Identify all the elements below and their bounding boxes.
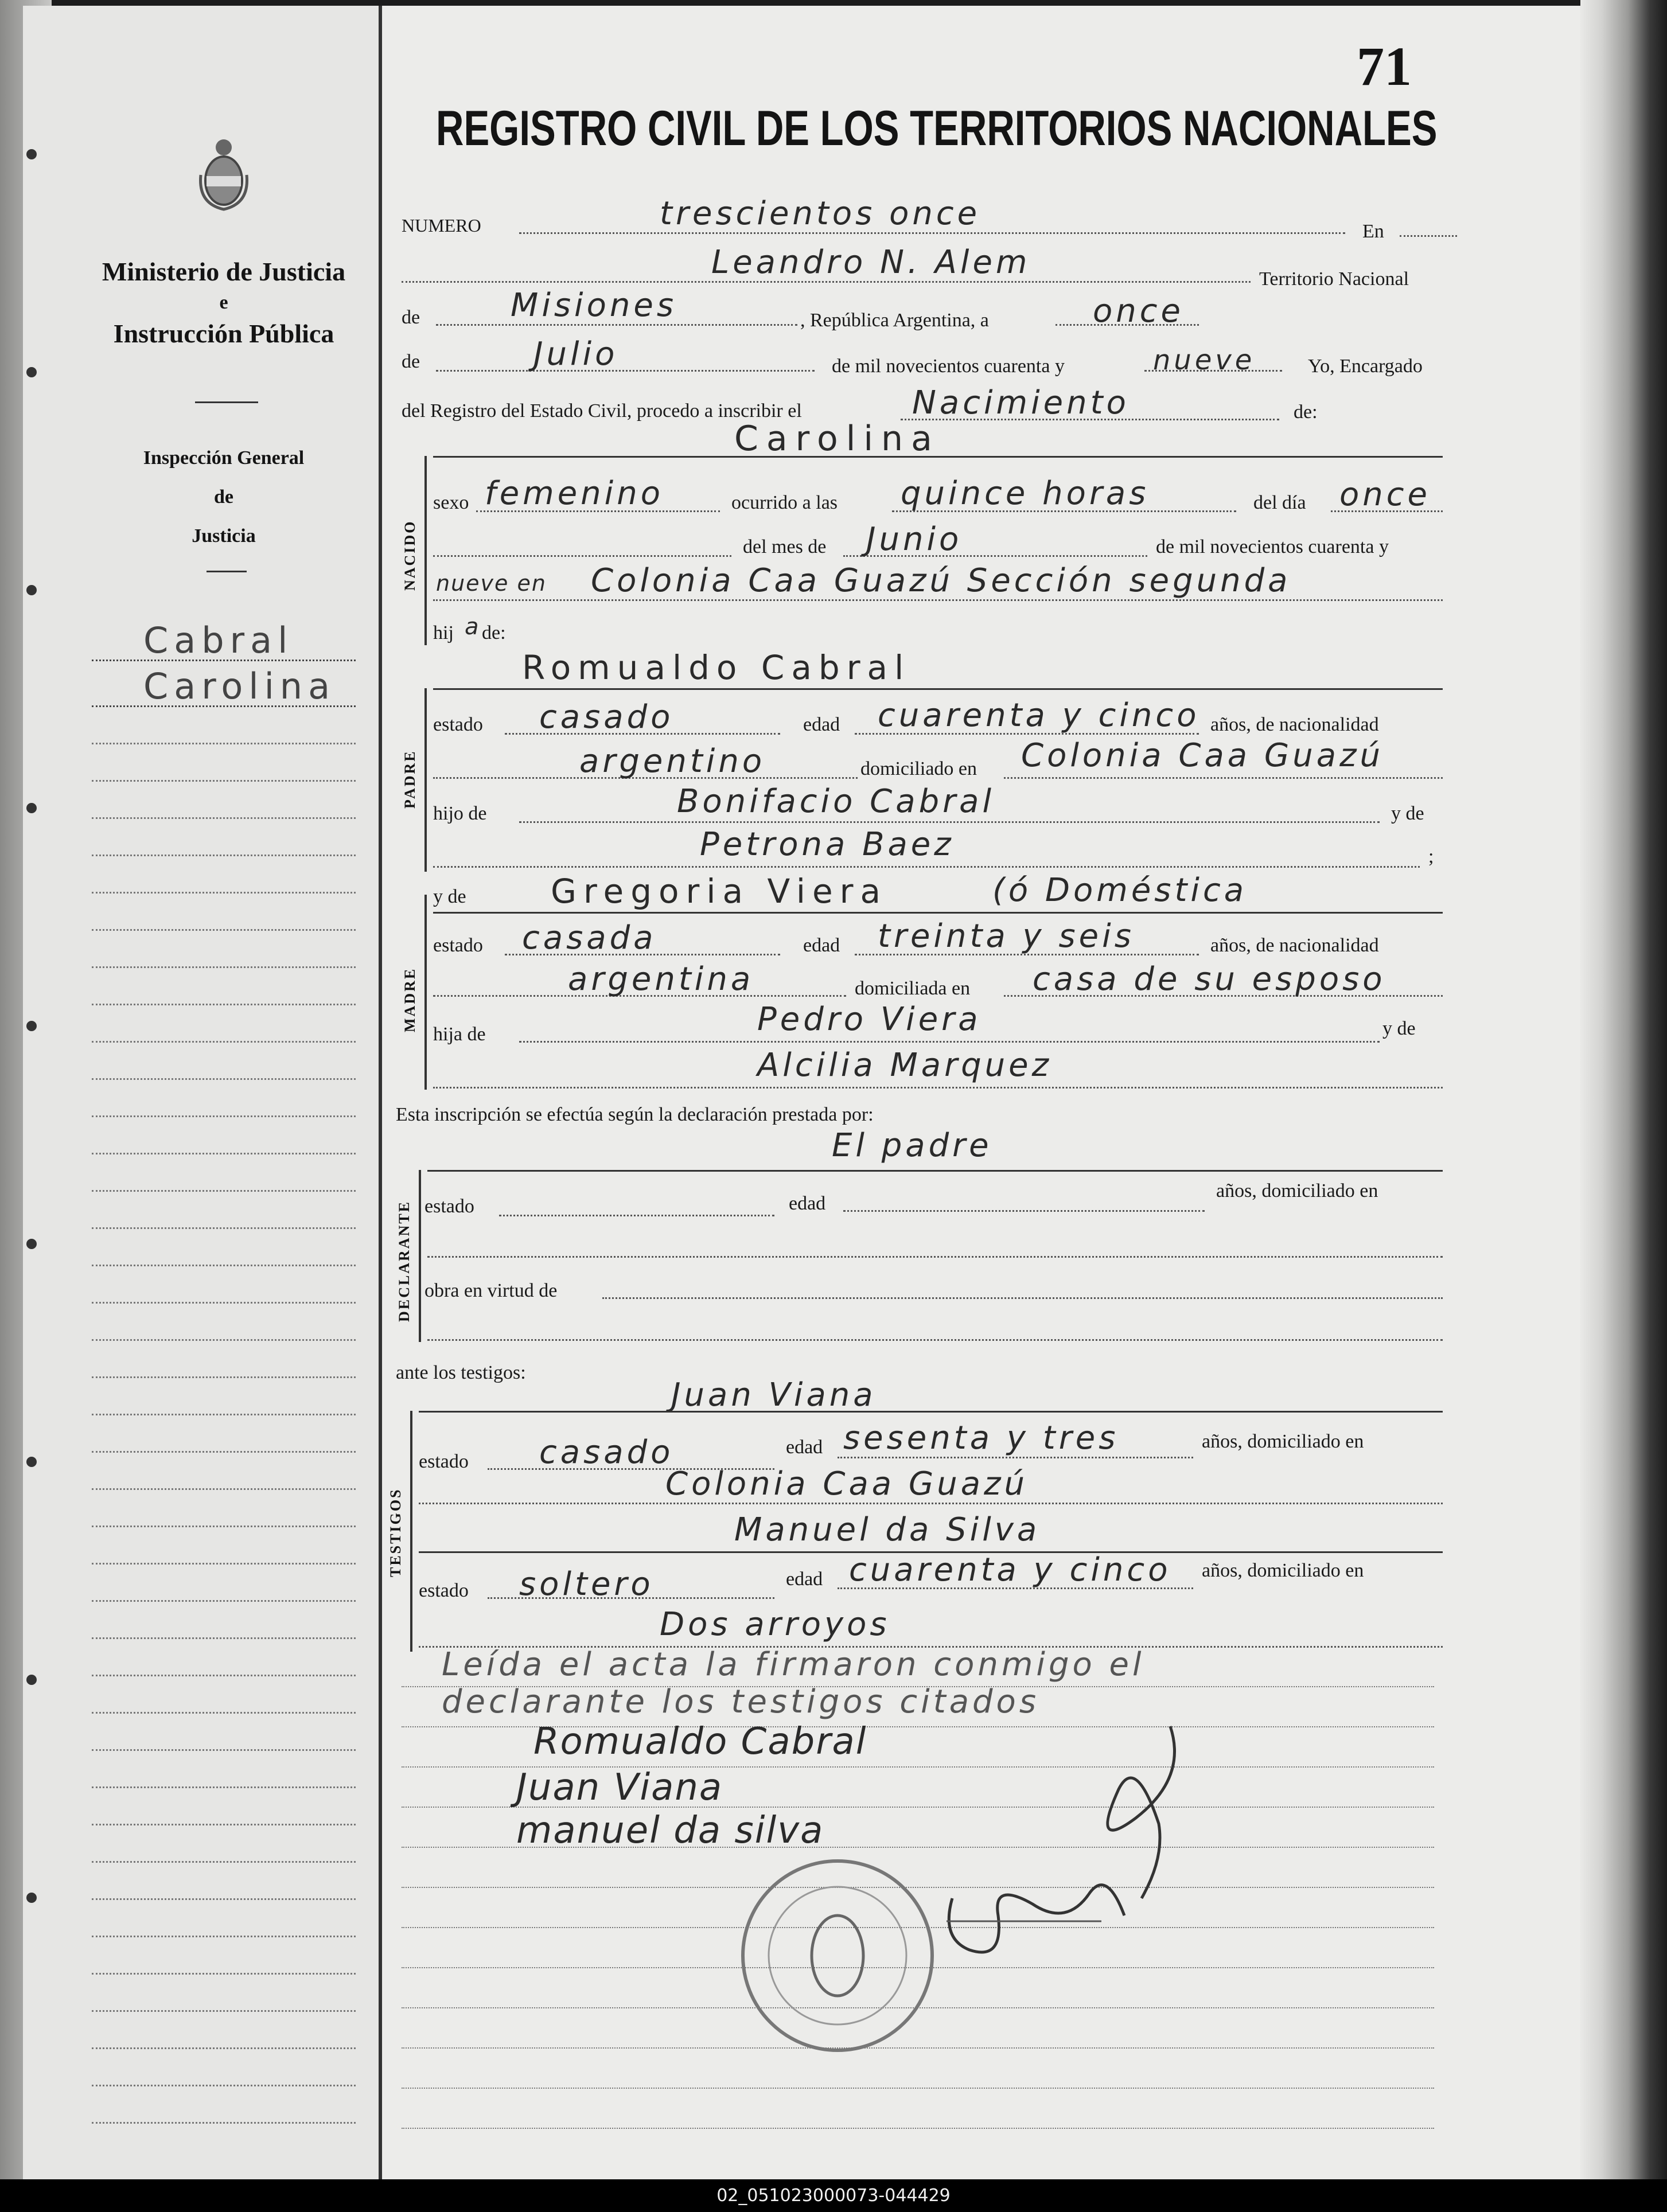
registro-label: del Registro del Estado Civil, procedo a inscribir el <box>402 400 802 422</box>
padre-section-label: PADRE <box>402 750 418 809</box>
section-bracket <box>419 1170 421 1342</box>
anos-nac-label: años, de nacionalidad <box>1210 714 1379 735</box>
declaracion-label: Esta inscripción se efectúa según la declaración prestada por: <box>396 1104 874 1125</box>
entry-dia-nac: once <box>1339 476 1431 513</box>
coat-of-arms-icon <box>198 135 250 212</box>
book-edge <box>1580 0 1667 2212</box>
entry-madre-ocupacion: (ó Doméstica <box>992 872 1248 909</box>
dotted-line <box>427 1256 1443 1258</box>
dotted-line <box>519 1041 1380 1043</box>
y-de-label-2: y de <box>1382 1018 1416 1039</box>
estado-label-t1: estado <box>419 1451 469 1472</box>
entry-hora: quince horas <box>901 475 1150 512</box>
mil-label: de mil novecientos cuarenta y <box>832 356 1065 377</box>
page-title: REGISTRO CIVIL DE LOS TERRITORIOS NACIONALES <box>436 101 1438 156</box>
entry-anio: nueve <box>1153 344 1256 376</box>
dotted-line <box>402 281 1251 283</box>
entry-acto: Nacimiento <box>912 384 1129 422</box>
domiciliada-label: domiciliada en <box>855 978 971 999</box>
declarante-section-label: DECLARANTE <box>396 1200 412 1322</box>
section-bracket <box>410 1411 412 1652</box>
y-de-label: y de <box>1391 803 1424 824</box>
anos-nac-label-madre: años, de nacionalidad <box>1210 935 1379 956</box>
dotted-line <box>519 821 1380 823</box>
mil2-label: de mil novecientos cuarenta y <box>1156 536 1389 557</box>
entry-madre-padre: Pedro Viera <box>757 1001 981 1038</box>
domiciliado-en-label: domiciliado en <box>860 758 977 779</box>
en-label: En <box>1362 221 1384 242</box>
dotted-line <box>436 324 797 326</box>
entry-declarante: El padre <box>832 1127 992 1164</box>
y-de-madre-label: y de <box>433 886 466 907</box>
entry-nombre: Carolina <box>734 419 940 459</box>
entry-madre-edad: treinta y seis <box>878 918 1135 955</box>
entry-anio-nac: nueve en <box>436 571 547 596</box>
divider <box>207 571 247 572</box>
entry-testigo1-edad: sesenta y tres <box>843 1419 1119 1457</box>
hijo-de-padre-label: hijo de <box>433 803 487 824</box>
closing-line2: declarante los testigos citados <box>442 1683 1039 1721</box>
dotted-line <box>1004 777 1443 779</box>
dotted-line <box>433 555 731 557</box>
closing-line1: Leída el acta la firmaron conmigo el <box>442 1646 1145 1683</box>
estado-label-madre: estado <box>433 935 483 956</box>
margin-given-name: Carolina <box>143 665 336 707</box>
republica-label: , República Argentina, a <box>800 310 989 331</box>
ministry-line3: Instrucción Pública <box>113 319 334 348</box>
dotted-line <box>499 1215 774 1216</box>
dotted-line <box>436 370 815 372</box>
entry-hijo-sufijo: a <box>465 614 479 640</box>
entry-testigo1-nombre: Juan Viana <box>671 1376 877 1414</box>
entry-lugar-nac: Colonia Caa Guazú Sección segunda <box>591 562 1291 599</box>
section-rule <box>433 688 1443 690</box>
inspection-line1: Inspección General <box>143 447 305 469</box>
entry-padre-edad: cuarenta y cinco <box>878 697 1200 734</box>
ocurrido-label: ocurrido a las <box>731 492 838 513</box>
anos-dom-label: años, domiciliado en <box>1216 1180 1378 1201</box>
entry-testigo1-estado: casado <box>539 1434 674 1471</box>
section-rule <box>427 1170 1443 1172</box>
del-dia-label: del día <box>1253 492 1306 513</box>
entry-testigo2-domicilio: Dos arroyos <box>660 1606 890 1643</box>
dotted-line <box>433 866 1420 868</box>
dotted-line <box>843 1210 1205 1212</box>
entry-padre-estado: casado <box>539 699 674 736</box>
de-label: de <box>402 307 420 328</box>
dotted-line <box>1400 235 1457 237</box>
hijo-de-label: de: <box>482 622 506 643</box>
de-colon-label: de: <box>1294 401 1318 423</box>
dotted-line <box>433 1087 1443 1089</box>
dotted-line <box>427 1339 1443 1341</box>
entry-testigo2-estado: soltero <box>519 1566 654 1603</box>
entry-padre-domicilio: Colonia Caa Guazú <box>1021 737 1384 774</box>
entry-padre-padre: Bonifacio Cabral <box>677 783 995 820</box>
entry-madre-nombre: Gregoria Viera <box>551 872 888 911</box>
entry-territorio: Misiones <box>511 287 677 324</box>
signature-witness1: Juan Viana <box>516 1766 723 1809</box>
obra-label: obra en virtud de <box>424 1280 558 1301</box>
yo-label: Yo, Encargado <box>1308 356 1423 377</box>
file-id-bar <box>0 2179 1667 2212</box>
section-bracket <box>424 688 427 872</box>
section-rule <box>419 1411 1443 1413</box>
estado-label: estado <box>433 714 483 735</box>
hijo-label: hij <box>433 622 454 643</box>
anos-dom-label-t1: años, domiciliado en <box>1202 1431 1364 1452</box>
entry-dia: once <box>1093 292 1184 330</box>
entry-madre-nacionalidad: argentina <box>568 961 754 998</box>
entry-numero: trescientos once <box>660 195 981 232</box>
margin-surname: Cabral <box>143 619 294 661</box>
signature-witness2: manuel da silva <box>516 1809 824 1852</box>
edad-label-decl: edad <box>789 1193 826 1214</box>
dotted-line <box>519 232 1345 234</box>
entry-lugar: Leandro N. Alem <box>711 244 1031 281</box>
inspection-line3: Justicia <box>192 525 256 547</box>
entry-madre-domicilio: casa de su esposo <box>1033 961 1386 998</box>
entry-padre-nombre: Romualdo Cabral <box>522 648 911 687</box>
dotted-line <box>838 1457 1193 1458</box>
ministry-line2: e <box>219 292 228 313</box>
entry-testigo2-nombre: Manuel da Silva <box>734 1511 1041 1548</box>
section-bracket <box>424 456 427 645</box>
testigos-label: ante los testigos: <box>396 1362 526 1383</box>
edad-label-madre: edad <box>803 935 840 956</box>
semicolon-label: ; <box>1428 846 1434 867</box>
entry-madre-madre: Alcilia Marquez <box>757 1047 1052 1084</box>
edad-label-t2: edad <box>786 1569 823 1590</box>
anos-dom-label-t2: años, domiciliado en <box>1202 1560 1364 1581</box>
official-stamp <box>734 1852 941 2059</box>
territorio-label: Territorio Nacional <box>1259 268 1409 290</box>
dotted-line <box>419 1503 1443 1504</box>
entry-padre-nacionalidad: argentino <box>579 743 766 780</box>
section-rule <box>433 456 1443 458</box>
dotted-line <box>433 599 1443 601</box>
file-id-text: 02_051023000073-044429 <box>716 2186 951 2206</box>
edad-label: edad <box>803 714 840 735</box>
entry-madre-estado: casada <box>522 919 657 957</box>
divider <box>195 401 258 403</box>
ministry-heading <box>69 252 379 353</box>
estado-label-decl: estado <box>424 1196 474 1217</box>
section-bracket <box>424 895 427 1090</box>
inspection-heading <box>69 439 379 556</box>
madre-section-label: MADRE <box>402 967 418 1032</box>
estado-label-t2: estado <box>419 1580 469 1601</box>
edad-label-t1: edad <box>786 1437 823 1458</box>
entry-testigo2-edad: cuarenta y cinco <box>849 1551 1171 1589</box>
inspection-line2: de <box>214 486 233 508</box>
del-mes-label: del mes de <box>743 536 827 557</box>
entry-sexo: femenino <box>485 475 664 512</box>
entry-padre-madre: Petrona Baez <box>700 826 955 863</box>
registrar-signature-icon <box>918 1709 1216 1979</box>
testigos-section-label: TESTIGOS <box>387 1488 404 1577</box>
dotted-line <box>602 1297 1443 1299</box>
entry-testigo1-domicilio: Colonia Caa Guazú <box>665 1465 1028 1503</box>
entry-mes: Julio <box>533 335 618 373</box>
signature-father: Romualdo Cabral <box>533 1721 867 1763</box>
page-number: 71 <box>1357 36 1412 97</box>
section-rule <box>433 912 1443 914</box>
numero-label: NUMERO <box>402 215 481 236</box>
hija-de-label: hija de <box>433 1024 486 1045</box>
nacido-section-label: NACIDO <box>402 520 418 591</box>
entry-mes-nac: Junio <box>866 521 963 558</box>
sexo-label: sexo <box>433 492 469 513</box>
ministry-line1: Ministerio de Justicia <box>102 257 346 286</box>
de-label-2: de <box>402 351 420 372</box>
